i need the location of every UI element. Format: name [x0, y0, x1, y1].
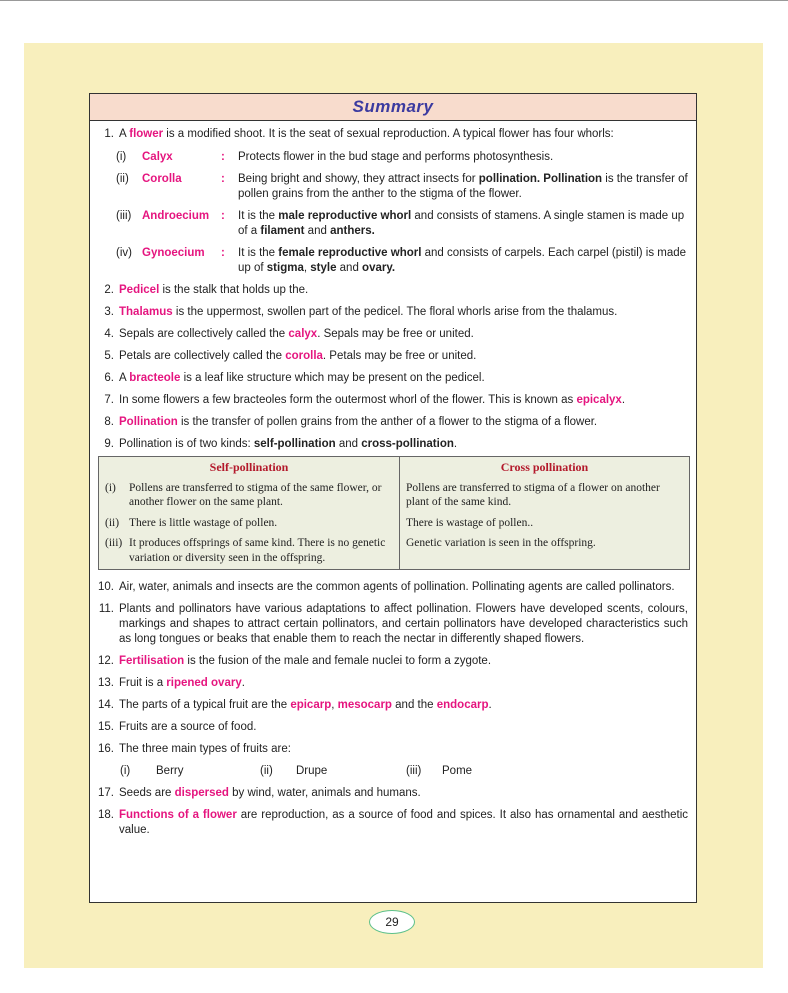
item-text	[119, 654, 688, 669]
item-number: 6.	[104, 372, 114, 384]
table-header-self: Self-pollination	[99, 457, 400, 478]
item-text	[119, 698, 688, 713]
text: Seeds are	[119, 787, 175, 799]
text: Protects flower in the bud stage and performs photosynthesis.	[238, 151, 554, 163]
item-text	[119, 305, 688, 320]
text: The three main types of fruits are:	[119, 743, 291, 755]
item-text	[119, 580, 688, 595]
item-text	[119, 371, 688, 386]
text: .	[453, 438, 458, 450]
table-header-cross: Cross pollination	[400, 457, 690, 478]
fruit-type	[406, 764, 506, 779]
self-cell	[99, 478, 400, 513]
fruit-types	[120, 764, 688, 779]
list-item	[90, 742, 688, 757]
cross-cell: Genetic variation is seen in the offspring.	[400, 533, 690, 570]
item-text	[119, 437, 688, 452]
fruit-type-label: (ii)	[260, 765, 273, 777]
list-item	[90, 720, 688, 735]
text: In some flowers a few bracteoles form the outermost whorl of the flower. This is known as	[119, 394, 577, 406]
highlight-term: Fertilisation	[119, 655, 185, 667]
item-number: 4.	[104, 328, 114, 340]
cross-cell: Pollens are transferred to stigma of a flower on another plant of the same kind.	[400, 478, 690, 513]
whorl-item	[116, 150, 688, 165]
highlight-term: ripened ovary	[166, 677, 242, 689]
whorl-colon: :	[221, 173, 225, 185]
pollination-table	[98, 456, 690, 570]
self-text: There is little wastage of pollen.	[129, 516, 278, 529]
item-number: 18.	[98, 809, 114, 821]
text: is the uppermost, swollen part of the pedicel. The floral whorls arise from the thalamus.	[172, 306, 618, 318]
item-text	[119, 393, 688, 408]
text: ,	[331, 699, 338, 711]
whorl-label: (i)	[116, 151, 127, 163]
item-number: 14.	[98, 699, 114, 711]
list-item	[90, 283, 688, 298]
whorl-colon: :	[221, 210, 225, 222]
fruit-type-label: (iii)	[406, 765, 422, 777]
item-number: 9.	[104, 438, 114, 450]
text: and	[304, 225, 331, 237]
item-text	[119, 127, 688, 142]
text: Sepals are collectively called the	[119, 328, 289, 340]
highlight-term: Functions of a flower	[119, 809, 237, 821]
text: A	[119, 128, 130, 140]
item-number: 17.	[98, 787, 114, 799]
text: Being bright and showy, they attract insects for	[238, 173, 479, 185]
text: Plants and pollinators have various adaptations to affect pollination. Flowers have developed scents, colours, markings and shapes to attract certain pollinators, and certain pollinators have developed characteristics such as long tongues or beaks that enable them to reach the nectar in differently shaped flowers.	[119, 603, 688, 645]
text: and	[335, 438, 362, 450]
text: is the stalk that holds up the.	[159, 284, 309, 296]
summary-box	[89, 93, 697, 903]
bold-text: ovary.	[362, 262, 396, 274]
item-text	[119, 742, 688, 757]
text: and	[336, 262, 363, 274]
whorl-term: Androecium	[142, 210, 210, 222]
text: . Petals may be free or united.	[322, 350, 477, 362]
self-text: It produces offsprings of same kind. There is no genetic variation or diversity seen in the offspring.	[129, 537, 386, 564]
item-text	[119, 720, 688, 735]
item-text	[119, 786, 688, 801]
text: and the	[391, 699, 437, 711]
item-number: 15.	[98, 721, 114, 733]
row-label: (i)	[105, 481, 116, 494]
highlight-term: bracteole	[129, 372, 181, 384]
item-number: 12.	[98, 655, 114, 667]
text: is a modified shoot. It is the seat of sexual reproduction. A typical flower has four whorls:	[163, 128, 614, 140]
highlight-term: flower	[129, 128, 164, 140]
page-number: 29	[369, 910, 415, 934]
item-number: 10.	[98, 581, 114, 593]
self-cell	[99, 533, 400, 570]
cross-cell: There is wastage of pollen..	[400, 513, 690, 534]
item-number: 3.	[104, 306, 114, 318]
item-number: 7.	[104, 394, 114, 406]
item-text	[119, 415, 688, 430]
whorl-colon: :	[221, 151, 225, 163]
text: Petals are collectively called the	[119, 350, 286, 362]
list-item	[90, 371, 688, 386]
whorl-label: (ii)	[116, 173, 129, 185]
list-item	[90, 698, 688, 713]
list-item	[90, 415, 688, 430]
list-item	[90, 808, 688, 838]
text: Fruits are a source of food.	[119, 721, 257, 733]
list-item	[90, 786, 688, 801]
whorl-term: Corolla	[142, 173, 182, 185]
whorl-term: Calyx	[142, 151, 173, 163]
whorl-label: (iii)	[116, 210, 132, 222]
text: and consists of carpels. Each carpel (pistil) is made up of	[238, 247, 687, 274]
highlight-term: Thalamus	[119, 306, 173, 318]
whorl-item	[116, 246, 688, 276]
text: It is the	[238, 247, 279, 259]
whorl-colon: :	[221, 247, 225, 259]
whorl-label: (iv)	[116, 247, 132, 259]
bold-text: style	[310, 262, 337, 274]
item-text	[119, 283, 688, 298]
item-number: 16.	[98, 743, 114, 755]
text: It is the	[238, 210, 279, 222]
self-row	[105, 481, 393, 510]
list-item	[90, 327, 688, 342]
item-text	[119, 602, 688, 647]
self-row	[105, 516, 393, 531]
text: .	[241, 677, 245, 689]
bold-text: male reproductive whorl	[278, 210, 412, 222]
whorl-description	[238, 172, 688, 202]
table-row	[99, 533, 690, 570]
item-text	[119, 349, 688, 364]
item-text	[119, 676, 688, 691]
highlight-term: Pollination	[119, 416, 178, 428]
row-label: (ii)	[105, 516, 120, 529]
whorl-description	[238, 150, 688, 165]
list-item	[90, 305, 688, 320]
bold-text: self-pollination	[253, 438, 336, 450]
fruit-type-name: Drupe	[296, 765, 328, 777]
bold-text: female reproductive whorl	[278, 247, 422, 259]
whorl-description	[238, 246, 688, 276]
list-item	[90, 602, 688, 647]
list-item	[90, 349, 688, 364]
text: Air, water, animals and insects are the common agents of pollination. Pollinating agents are called pollinators.	[119, 581, 675, 593]
whorl-item	[116, 172, 688, 202]
item-number: 5.	[104, 350, 114, 362]
summary-title: Summary	[90, 94, 696, 121]
highlight-term: epicalyx	[576, 394, 622, 406]
text: .	[488, 699, 492, 711]
text: The parts of a typical fruit are the	[119, 699, 291, 711]
fruit-type	[120, 764, 260, 779]
list-item	[90, 437, 688, 452]
bold-text: filament	[260, 225, 305, 237]
top-border	[0, 0, 788, 1]
row-label: (iii)	[105, 537, 123, 549]
text: and consists of stamens. A single stamen is made up of a	[238, 210, 685, 237]
self-row	[105, 536, 393, 565]
text: A	[119, 372, 130, 384]
list-item	[90, 127, 688, 142]
fruit-type-name: Pome	[442, 765, 473, 777]
item-number: 8.	[104, 416, 114, 428]
bold-text: stigma	[266, 262, 304, 274]
item-text	[119, 327, 688, 342]
text: Pollination is of two kinds:	[119, 438, 254, 450]
text: are reproduction, as a source of food and spices. It also has ornamental and aesthetic value.	[119, 809, 688, 836]
list-item	[90, 676, 688, 691]
whorl-description	[238, 209, 688, 239]
text: . Sepals may be free or united.	[317, 328, 474, 340]
list-item	[90, 654, 688, 669]
whorl-term: Gynoecium	[142, 247, 205, 259]
table-row	[99, 478, 690, 513]
highlight-term: calyx	[288, 328, 318, 340]
text: is the fusion of the male and female nuclei to form a zygote.	[184, 655, 492, 667]
item-text	[119, 808, 688, 838]
bold-text: anthers.	[330, 225, 375, 237]
highlight-term: mesocarp	[337, 699, 392, 711]
text: is the transfer of pollen grains from the anther of a flower to the stigma of a flower.	[177, 416, 598, 428]
summary-list	[90, 121, 696, 838]
bold-text: pollination. Pollination	[478, 173, 603, 185]
whorl-item	[116, 209, 688, 239]
text: is the transfer of pollen grains from the anther to the stigma of the flower.	[238, 173, 688, 200]
table-row	[99, 513, 690, 534]
highlight-term: endocarp	[436, 699, 489, 711]
item-number: 13.	[98, 677, 114, 689]
highlight-term: epicarp	[290, 699, 332, 711]
item-number: 2.	[104, 284, 114, 296]
list-item	[90, 580, 688, 595]
text: is a leaf like structure which may be present on the pedicel.	[180, 372, 485, 384]
bold-text: cross-pollination	[361, 438, 454, 450]
fruit-type	[260, 764, 406, 779]
self-text: Pollens are transferred to stigma of the same flower, or another flower on the same plant.	[129, 481, 382, 508]
highlight-term: corolla	[285, 350, 323, 362]
highlight-term: dispersed	[174, 787, 229, 799]
fruit-type-label: (i)	[120, 765, 131, 777]
text: ,	[303, 262, 311, 274]
text: by wind, water, animals and humans.	[228, 787, 421, 799]
fruit-type-name: Berry	[156, 765, 184, 777]
text: Fruit is a	[119, 677, 167, 689]
text: .	[621, 394, 626, 406]
item-number: 11.	[98, 603, 114, 615]
item-number: 1.	[104, 128, 114, 140]
highlight-term: Pedicel	[119, 284, 160, 296]
list-item	[90, 393, 688, 408]
self-cell	[99, 513, 400, 534]
